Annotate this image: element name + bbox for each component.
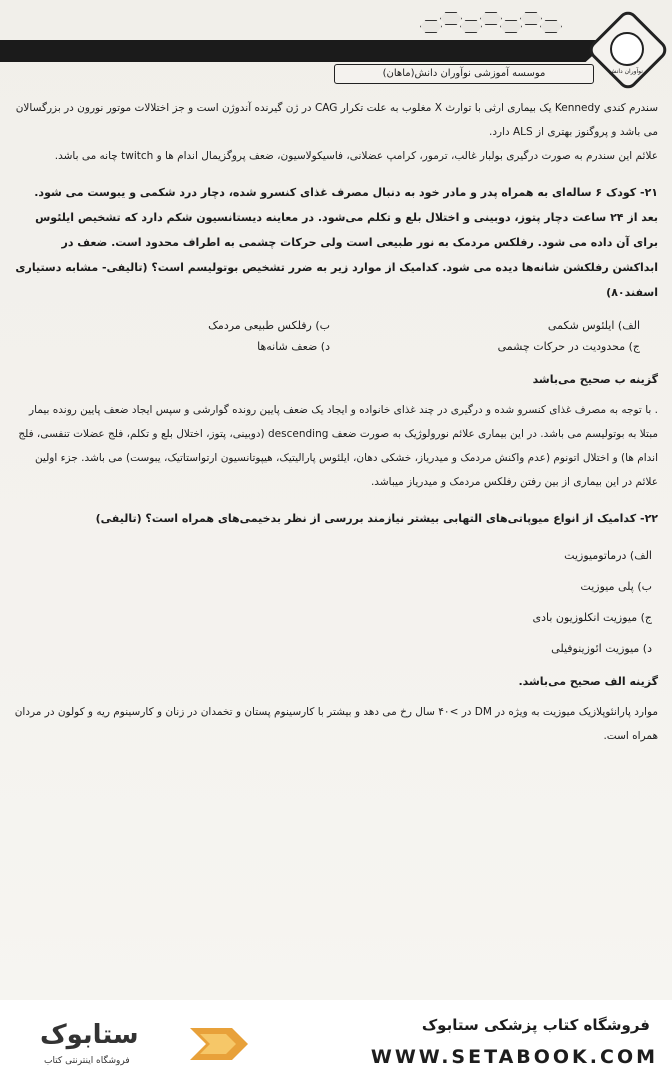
intro-paragraph-2: علائم این سندرم به صورت درگیری بولبار غالب، ترمور، کرامپ عضلانی، فاسیکولاسیون، ضعف پروگزیمال اندام ها و twitch چانه می باشد. (54, 150, 658, 162)
q21-option-a: الف) ایلئوس شکمی (547, 319, 640, 332)
q21-option-d: د) ضعف شانه‌ها (257, 340, 330, 353)
page-content (14, 96, 658, 748)
hexagon-decoration (420, 12, 580, 42)
q22-option-b: ب) پلی میوزیت (580, 580, 652, 593)
brand-logo-text: ستابوک (40, 1020, 139, 1050)
question-21: ۲۱- کودک ۶ ساله‌ای به همراه پدر و مادر خود به دنبال مصرف غذای کنسرو شده، دچار درد شکمی و یبوست می شود. بعد از ۲۴ ساعت دچار پتوز، دوبینی و اختلال بلع و تکلم می‌شود. در معاینه دیستانسیون شکم دارد که تشخیص ایلئوس برای آن داده می شود. رفلکس مردمک به نور طبیعی است ولی حرکات چشمی به اطراف محدود است. ضعف در ابداکشن رفلکشن شانه‌ها دیده می شود. کدامیک از موارد زیر به ضرر تشخیص بوتولیسم است؟ (تالیفی- مشابه دستیاری اسفند۸۰) (15, 186, 658, 299)
store-name: فروشگاه کتاب پزشکی ستابوک (421, 1016, 650, 1034)
book-logo-icon (186, 1024, 252, 1064)
logo-text: نوآوران دانش (609, 68, 643, 75)
q21-answer: گزینه ب صحیح می‌باشد (532, 373, 658, 386)
question-22: ۲۲- کدامیک از انواع میوپاتی‌های التهابی بیشتر نیازمند بررسی از نظر بدخیمی‌های همراه است؟ (تالیفی) (95, 512, 658, 525)
logo-icon (610, 32, 644, 66)
q21-explanation: . با توجه به مصرف غذای کنسرو شده و درگیری در چند غذای خانواده و ایجاد یک ضعف پایین رونده گوارشی و سپس ایجاد ضعف پایین رونده بیمار مبتلا به بوتولیسم می باشد. در این بیماری علائم نورولوژیک به صورت ضعف descending (دوبینی، پتوز، اختلال بلع و تکلم، فلج عضلات تنفسی، فلج اندام ها) و اختلال اتونوم (عدم واکنش مردمک و میدریاز، خشکی دهان، ایلئوس پارالیتیک، هیپوتانسیون ارتواستاتیک، یبوست) می باشد. جزء اولین علائم در این بیماری از بین رفتن رفلکس مردمک و میدریاز میباشد. (18, 404, 658, 488)
q21-option-b: ب) رفلکس طبیعی مردمک (208, 319, 330, 332)
intro-paragraph-1: سندرم کندی Kennedy یک بیماری ارثی با توارث X مغلوب به علت تکرار CAG در ژن گیرنده آندوژن است و جز اختلالات موتور نورون در بزرگسالان می باشد و پروگنوز بهتری از ALS دارد. (15, 102, 658, 138)
store-footer (0, 1000, 672, 1079)
q22-option-d: د) میوزیت ائوزینوفیلی (551, 642, 652, 655)
page-header (0, 0, 672, 92)
q21-option-c: ج) محدودیت در حرکات چشمی (497, 340, 640, 353)
institute-name: موسسه آموزشی نوآوران دانش(ماهان) (334, 64, 594, 84)
q22-option-c: ج) میوزیت انکلوزیون بادی (532, 611, 652, 624)
header-band (0, 40, 610, 62)
store-url[interactable]: WWW.SETABOOK.COM (370, 1046, 658, 1068)
question-21-options (26, 319, 646, 353)
brand-subtitle: فروشگاه اینترنتی کتاب (44, 1056, 130, 1066)
q22-explanation: موارد پارانئوپلازیک میوزیت به ویژه در DM در >۴۰ سال رخ می دهد و بیشتر با کارسینوم پستان و تخمدان در زنان و کارسینوم ریه و کولون در مردان همراه است. (14, 706, 658, 742)
q22-option-a: الف) درماتومیوزیت (564, 549, 652, 562)
q22-answer: گزینه الف صحیح می‌باشد. (518, 675, 658, 688)
